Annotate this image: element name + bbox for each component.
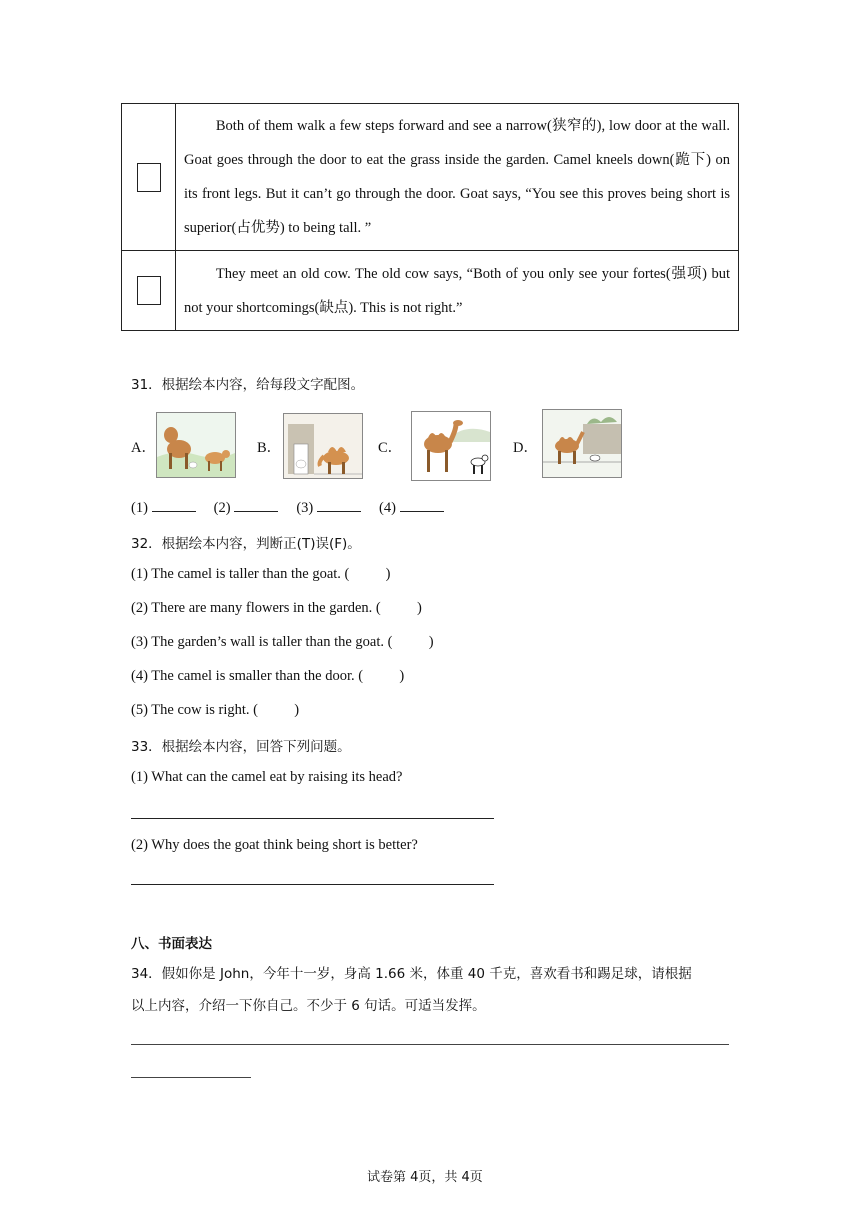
story-text-2: They meet an old cow. The old cow says, “Both of you only see your fortes(强项) but not your shortcomings(缺点). This is not right.” — [184, 265, 730, 316]
order-checkbox[interactable] — [137, 276, 161, 305]
story-paragraph — [176, 251, 739, 331]
option-c-label: C． — [378, 440, 403, 456]
answer-line[interactable] — [131, 884, 494, 885]
writing-line[interactable] — [131, 1044, 729, 1045]
q33-question-2: (2) Why does the goat think being short is better? — [131, 837, 418, 853]
option-a-label: A． — [131, 440, 156, 456]
page-footer: 试卷第 4页，共 4页 — [367, 1170, 483, 1185]
answer-blank[interactable] — [234, 499, 278, 512]
q34-prompt-line-2: 以上内容，介绍一下你自己。不少于 6 句话。可适当发挥。 — [131, 998, 486, 1014]
story-text-1: Both of them walk a few steps forward and see a narrow(狭窄的), low door at the wall. Goat goes through the door to eat the grass inside the garden. Camel kneels down(跪下) on its front legs. But it can’t go through the door. Goat says, “You see this proves being short is superior(占优势) to being tall. ” — [184, 118, 730, 236]
blank-label: (2) — [213, 500, 231, 516]
tf-item-3: (3) The garden’s wall is taller than the goat. ( ) — [131, 634, 434, 650]
answer-blank[interactable] — [152, 499, 196, 512]
tf-item-4: (4) The camel is smaller than the door. ( ) — [131, 668, 405, 684]
answer-blank[interactable] — [317, 499, 361, 512]
writing-line[interactable] — [131, 1077, 251, 1078]
goat-through-door-picture — [283, 413, 363, 479]
camel-goat-standing-picture — [411, 411, 491, 481]
option-b-label: B． — [257, 440, 282, 456]
order-box-cell — [122, 104, 176, 251]
story-table — [121, 103, 739, 331]
option-d-label: D． — [513, 440, 538, 456]
answer-line[interactable] — [131, 818, 494, 819]
blank-label: (4) — [379, 500, 396, 516]
q34-prompt-line-1: 34．假如你是 John，今年十一岁，身高 1.66 米，体重 40 千克，喜欢看书和踢足球，请根据 — [131, 966, 692, 982]
tf-item-2: (2) There are many flowers in the garden. ( ) — [131, 600, 422, 616]
blank-label: (1) — [131, 500, 148, 516]
q32-prompt: 32．根据绘本内容，判断正(T)误(F)。 — [131, 536, 361, 552]
order-checkbox[interactable] — [137, 163, 161, 192]
section-heading: 八、书面表达 — [131, 936, 212, 952]
q31-prompt: 31．根据绘本内容，给每段文字配图。 — [131, 377, 365, 393]
camel-goat-garden-wall-picture — [542, 409, 622, 478]
answer-blank[interactable] — [400, 499, 444, 512]
story-paragraph — [176, 104, 739, 251]
camel-goat-field-picture — [156, 412, 236, 478]
order-box-cell — [122, 251, 176, 331]
q33-question-1: (1) What can the camel eat by raising its head? — [131, 769, 403, 785]
blank-label: (3) — [296, 500, 314, 516]
q33-prompt: 33．根据绘本内容，回答下列问题。 — [131, 739, 351, 755]
q31-answer-blanks — [131, 499, 444, 517]
tf-item-5: (5) The cow is right. ( ) — [131, 702, 300, 718]
tf-item-1: (1) The camel is taller than the goat. ( ) — [131, 566, 391, 582]
